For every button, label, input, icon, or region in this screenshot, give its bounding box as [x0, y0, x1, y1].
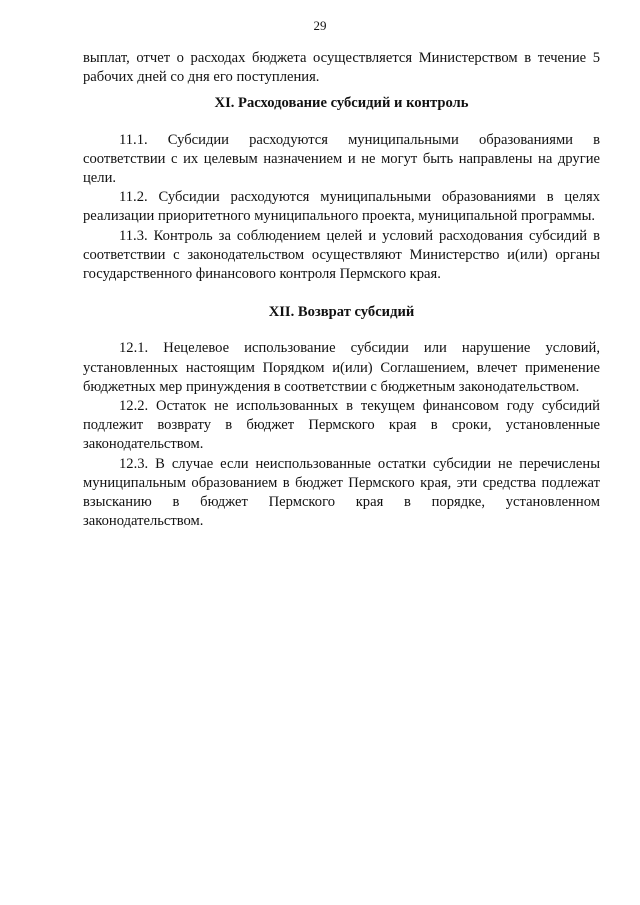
- page-number: 29: [313, 18, 327, 33]
- intro-paragraph: выплат, отчет о расходах бюджета осуществляется Министерством в течение 5 рабочих дней со дня его поступления.: [83, 50, 600, 86]
- paragraph-11-1: 11.1. Субсидии расходуются муниципальными образованиями в соответствии с их целевым назначением и не могут быть направлены на другие цели.: [83, 131, 600, 187]
- paragraph-12-3: 12.3. В случае если неиспользованные остатки субсидии не перечислены муниципальным образованием в бюджет Пермского края, эти средства подлежат взысканию в бюджет Пермского края в порядке, установленном законодательством.: [83, 455, 600, 530]
- paragraph-12-1: 12.1. Нецелевое использование субсидии или нарушение условий, установленных настоящим Порядком и(или) Соглашением, влечет применение бюджетных мер принуждения в соответствии с бюджетным законодательством.: [83, 340, 600, 395]
- document-body: [83, 49, 600, 531]
- paragraph-12-2: 12.2. Остаток не использованных в текущем финансовом году субсидий подлежит возврату в бюджет Пермского края в сроки, установленные законодательством.: [83, 398, 600, 453]
- paragraph-11-3: 11.3. Контроль за соблюдением целей и условий расходования субсидий в соответствии с законодательством осуществляют Министерство и(или) органы государственного финансового контроля Пермского края.: [83, 227, 600, 283]
- section-12-heading: XII. Возврат субсидий: [268, 304, 415, 321]
- section-11-heading: XI. Расходование субсидий и контроль: [214, 95, 469, 112]
- paragraph-11-2: 11.2. Субсидии расходуются муниципальными образованиями в целях реализации приоритетного муниципального проекта, муниципальной программы.: [83, 189, 600, 225]
